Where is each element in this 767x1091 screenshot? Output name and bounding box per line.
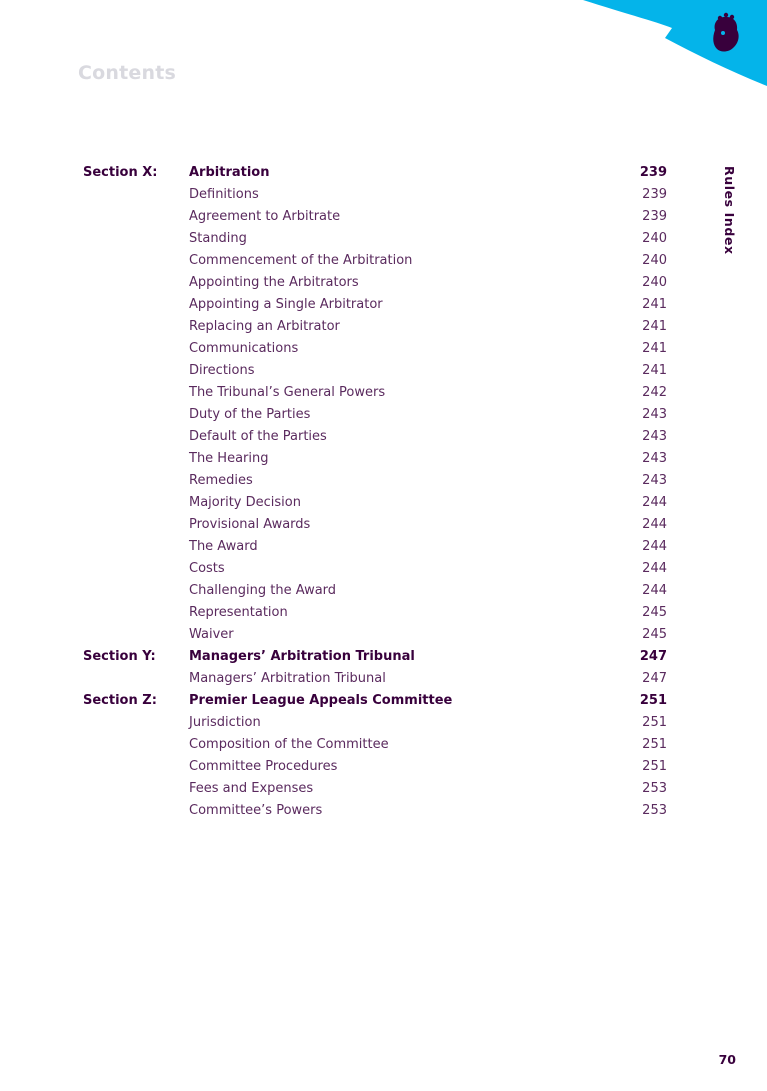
toc-entry-title[interactable]: Composition of the Committee bbox=[189, 737, 389, 752]
rules-index-label: Rules Index bbox=[722, 166, 737, 255]
toc-entry-title[interactable]: Standing bbox=[189, 231, 247, 246]
toc-entry-row[interactable] bbox=[83, 734, 669, 756]
toc-page-number: 244 bbox=[642, 517, 667, 532]
toc-page-number: 243 bbox=[642, 407, 667, 422]
toc-page-number: 243 bbox=[642, 473, 667, 488]
toc-page-number: 253 bbox=[642, 781, 667, 796]
toc-entry-row[interactable] bbox=[83, 602, 669, 624]
toc-entry-title[interactable]: Directions bbox=[189, 363, 255, 378]
toc-entry-row[interactable] bbox=[83, 338, 669, 360]
toc-entry-title[interactable]: Default of the Parties bbox=[189, 429, 327, 444]
toc-page-number: 239 bbox=[642, 187, 667, 202]
toc-entry-title[interactable]: Agreement to Arbitrate bbox=[189, 209, 341, 224]
toc-entry-row[interactable] bbox=[83, 426, 669, 448]
toc-entry-title[interactable]: Jurisdiction bbox=[189, 715, 261, 730]
toc-entry-row[interactable] bbox=[83, 580, 669, 602]
toc-entry-row[interactable] bbox=[83, 470, 669, 492]
toc-page-number: 245 bbox=[642, 627, 667, 642]
toc-page-number: 245 bbox=[642, 605, 667, 620]
toc-entry-row[interactable] bbox=[83, 360, 669, 382]
toc-entry-row[interactable] bbox=[83, 778, 669, 800]
toc-page-number: 251 bbox=[642, 759, 667, 774]
toc-page-number: 240 bbox=[642, 253, 667, 268]
toc-entry-row[interactable] bbox=[83, 558, 669, 580]
toc-section-label: Section Z: bbox=[83, 693, 157, 708]
blue-swoosh bbox=[583, 0, 767, 86]
toc-page-number: 241 bbox=[642, 363, 667, 378]
toc-section-row[interactable] bbox=[83, 162, 669, 184]
toc-section-row[interactable] bbox=[83, 646, 669, 668]
toc-entry-title[interactable]: Arbitration bbox=[189, 165, 270, 180]
toc-entry-title[interactable]: Premier League Appeals Committee bbox=[189, 693, 453, 708]
toc-entry-title[interactable]: Challenging the Award bbox=[189, 583, 337, 598]
toc-entry-row[interactable] bbox=[83, 756, 669, 778]
toc-page-number: 239 bbox=[642, 209, 667, 224]
toc-page-number: 253 bbox=[642, 803, 667, 818]
toc-entry-title[interactable]: Appointing a Single Arbitrator bbox=[189, 297, 383, 312]
toc-entry-row[interactable] bbox=[83, 536, 669, 558]
toc-entry-row[interactable] bbox=[83, 492, 669, 514]
toc-entry-title[interactable]: Costs bbox=[189, 561, 225, 576]
toc-page-number: 244 bbox=[642, 495, 667, 510]
toc-entry-row[interactable] bbox=[83, 184, 669, 206]
toc-entry-row[interactable] bbox=[83, 448, 669, 470]
toc-entry-row[interactable] bbox=[83, 250, 669, 272]
toc-entry-title[interactable]: The Tribunal’s General Powers bbox=[189, 385, 386, 400]
toc-entry-title[interactable]: Majority Decision bbox=[189, 495, 301, 510]
toc-entry-title[interactable]: Commencement of the Arbitration bbox=[189, 253, 413, 268]
toc-entry-title[interactable]: Appointing the Arbitrators bbox=[189, 275, 359, 290]
toc-entry-row[interactable] bbox=[83, 624, 669, 646]
toc-page-number: 244 bbox=[642, 583, 667, 598]
toc-entry-title[interactable]: Provisional Awards bbox=[189, 517, 311, 532]
toc-page-number: 244 bbox=[642, 561, 667, 576]
toc-page-number: 251 bbox=[642, 737, 667, 752]
toc-page-number: 242 bbox=[642, 385, 667, 400]
toc-entry-row[interactable] bbox=[83, 382, 669, 404]
corner-accent-graphic bbox=[567, 0, 767, 90]
toc-page-number: 247 bbox=[642, 671, 667, 686]
toc-page-number: 247 bbox=[639, 649, 667, 664]
toc-page-number: 251 bbox=[639, 693, 667, 708]
toc-entry-title[interactable]: Committee’s Powers bbox=[189, 803, 323, 818]
toc-entry-title[interactable]: Definitions bbox=[189, 187, 259, 202]
toc-entry-row[interactable] bbox=[83, 404, 669, 426]
toc-section-label: Section Y: bbox=[83, 649, 156, 664]
toc-entry-row[interactable] bbox=[83, 206, 669, 228]
toc-page-number: 241 bbox=[642, 319, 667, 334]
toc-entry-row[interactable] bbox=[83, 294, 669, 316]
toc-entry-row[interactable] bbox=[83, 712, 669, 734]
toc-entry-row[interactable] bbox=[83, 316, 669, 338]
toc-page-number: 244 bbox=[642, 539, 667, 554]
toc-entry-title[interactable]: Replacing an Arbitrator bbox=[189, 319, 340, 334]
toc-section-label: Section X: bbox=[83, 165, 158, 180]
toc-entry-title[interactable]: The Award bbox=[189, 539, 258, 554]
page-number: 70 bbox=[718, 1052, 736, 1067]
toc-section-row[interactable] bbox=[83, 690, 669, 712]
toc-page-number: 241 bbox=[642, 297, 667, 312]
toc-entry-row[interactable] bbox=[83, 272, 669, 294]
toc-entry-title[interactable]: Managers’ Arbitration Tribunal bbox=[189, 649, 415, 664]
toc-entry-row[interactable] bbox=[83, 228, 669, 250]
toc-entry-title[interactable]: Fees and Expenses bbox=[189, 781, 314, 796]
toc-page-number: 243 bbox=[642, 429, 667, 444]
toc-page-number: 243 bbox=[642, 451, 667, 466]
toc-entry-title[interactable]: Committee Procedures bbox=[189, 759, 338, 774]
toc-page-number: 241 bbox=[642, 341, 667, 356]
toc-entry-title[interactable]: Managers’ Arbitration Tribunal bbox=[189, 671, 386, 686]
toc-entry-title[interactable]: Waiver bbox=[189, 627, 234, 642]
page-title: Contents bbox=[78, 62, 177, 84]
toc-page-number: 251 bbox=[642, 715, 667, 730]
toc-entry-title[interactable]: Communications bbox=[189, 341, 299, 356]
toc-entry-row[interactable] bbox=[83, 514, 669, 536]
toc-page-number: 239 bbox=[639, 165, 667, 180]
table-of-contents bbox=[83, 162, 669, 822]
toc-entry-title[interactable]: Representation bbox=[189, 605, 288, 620]
toc-entry-row[interactable] bbox=[83, 668, 669, 690]
toc-entry-title[interactable]: Remedies bbox=[189, 473, 253, 488]
toc-entry-title[interactable]: Duty of the Parties bbox=[189, 407, 311, 422]
toc-entry-title[interactable]: The Hearing bbox=[189, 451, 269, 466]
toc-page-number: 240 bbox=[642, 231, 667, 246]
toc-entry-row[interactable] bbox=[83, 800, 669, 822]
toc-page-number: 240 bbox=[642, 275, 667, 290]
